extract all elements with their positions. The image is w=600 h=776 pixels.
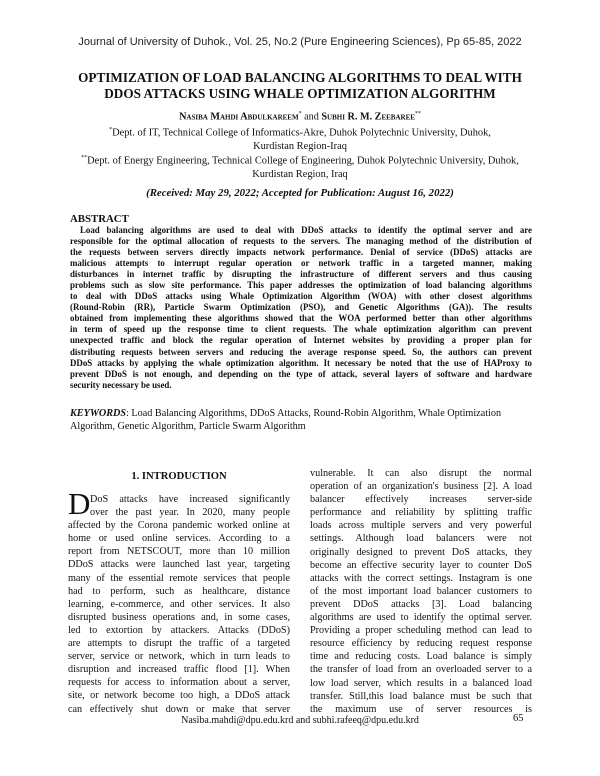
- author-line: [60, 111, 540, 122]
- page-number: 65: [513, 713, 524, 724]
- text-line: prevent DDoS attacks [3]. Load balancing: [310, 598, 532, 610]
- abstract-line: Load balancing algorithms are used to deal with DDoS attacks to identify the optimal server and are: [80, 225, 532, 235]
- text-line: many of the essential remote services that people: [68, 572, 290, 584]
- keywords-text: Algorithm, Genetic Algorithm, Particle Swarm Algorithm: [70, 421, 306, 432]
- text-line: performance and reliability by splitting traffic: [310, 507, 532, 519]
- text-line: settings. Although load balancers were not: [310, 533, 532, 545]
- author-conjunction: and: [301, 111, 322, 123]
- text-line: learning, e-commerce, and other services. It also: [68, 598, 290, 610]
- abstract-line: prevent DDoS is not enough, and depending on the type of attack, several layers of software and hardware: [70, 368, 532, 379]
- keywords: [70, 407, 532, 433]
- text-line: led to extortion by attackers. Attacks (DDoS): [68, 624, 290, 636]
- abstract-line: the requests between servers directly impacts network performance. Denial of service (DDoS) attacks are: [70, 247, 532, 258]
- affiliation-text: Kurdistan Region-Iraq: [253, 140, 347, 152]
- title-line: OPTIMIZATION OF LOAD BALANCING ALGORITHMS TO DEAL WITH: [78, 70, 522, 85]
- section-heading: 1. INTRODUCTION: [131, 471, 227, 482]
- abstract-line: (Round-Robin (RR), Particle Swarm Optimization (PSO), and Genetic Algorithms (GA)). The results: [70, 302, 532, 313]
- abstract-line: security necessary be used.: [70, 379, 172, 390]
- received-dates: (Received: May 29, 2022; Accepted for Publication: August 16, 2022): [146, 187, 454, 199]
- author-mark: *: [298, 111, 302, 117]
- affiliation-2: [60, 152, 540, 181]
- intro-left-column: [68, 493, 290, 716]
- text-line: disruption and increased traffic flood [1]. When: [68, 664, 290, 676]
- text-line: low load server, which results in a balanced load: [310, 677, 532, 689]
- abstract-line: disturbances in internet traffic by disrupting the infrastructure of different servers and thus causing: [70, 269, 532, 280]
- keywords-label: KEYWORDS: [70, 408, 127, 419]
- text-line: home or used online services. According to a: [68, 533, 290, 545]
- author-name: Nasiba Mahdi Abdulkareem: [179, 111, 299, 123]
- footer-emails: Nasiba.mahdi@dpu.edu.krd and subhi.rafeeq@dpu.edu.krd: [181, 715, 419, 726]
- text-line: the transfer of load from an overloaded server to a: [310, 664, 532, 676]
- abstract-heading: ABSTRACT: [70, 213, 129, 225]
- affiliation-mark: *: [109, 127, 113, 133]
- affiliation-text: Dept. of IT, Technical College of Informatics-Akre, Duhok Polytechnic University, Duhok,: [112, 127, 491, 139]
- text-line: become an effective security layer to counter DoS: [310, 559, 532, 571]
- text-line: attacks with the correct settings. Instagram is one: [310, 572, 532, 584]
- intro-right-column: [310, 467, 532, 716]
- affiliation-text: Kurdistan Region, Iraq: [252, 168, 348, 180]
- text-line: Providing a proper scheduling method can lead to: [310, 625, 532, 637]
- text-line: transfer. Still,this load balance must be such that: [310, 690, 532, 702]
- running-header: Journal of University of Duhok., Vol. 25, No.2 (Pure Engineering Sciences), Pp 65-85, 2022: [78, 36, 522, 48]
- abstract-line: problems such as slow site performance. This paper addresses the optimization of load balancing algorithms: [70, 280, 532, 291]
- text-line: requests for access to information about a server,: [68, 677, 290, 689]
- text-line: are attempts to disrupt the traffic of a targeted: [68, 638, 290, 650]
- text-line: the maximum use of server resources is: [310, 703, 532, 715]
- text-line: site, or network become too high, a DDoS attack: [68, 690, 290, 702]
- text-line: disrupted business operations and, in some cases,: [68, 611, 290, 623]
- abstract-line: malicious attempts to interrupt regular operation or network traffic in a targeted manner, making: [70, 258, 532, 269]
- text-line: had to perform, such as healthcare, distance: [68, 585, 290, 597]
- author-name: Subhi R. M. Zeebaree: [321, 111, 415, 123]
- text-line: over the past year. In 2020, many people: [90, 507, 290, 519]
- text-line: time and reducing costs. Load balance is simply: [310, 651, 532, 663]
- abstract-line: obtained from implementing these algorithms showed that the WOA performed better than other algorithms: [70, 313, 532, 324]
- abstract-line: to deal with DDoS attacks using Whale Optimization Algorithm (WOA) with other closest algorithms: [70, 291, 532, 302]
- affiliation-text: Dept. of Energy Engineering, Technical College of Engineering, Duhok Polytechnic University, Duhok,: [87, 155, 519, 167]
- abstract-line: in term of speed up the response time to client requests. The whale optimization algorithm can prevent: [70, 324, 532, 335]
- abstract-line: distributing requests between servers and reducing the average response speed. So, the authors can prevent: [70, 346, 532, 357]
- text-line: originally designed to prevent DoS attacks, they: [310, 546, 532, 558]
- text-line: DDoS attacks were launched last year, targeting: [68, 559, 290, 571]
- text-line: affected by the Corona pandemic worked online at: [68, 520, 290, 532]
- paper-title: [60, 70, 540, 102]
- text-line: of the most important load balancer customers to: [310, 585, 532, 597]
- text-line: loads across multiple servers and very powerful: [310, 520, 532, 532]
- abstract-body: [70, 225, 532, 391]
- text-line: resource efficiency by reducing request response: [310, 638, 532, 650]
- text-line: can effectively shut down or make that server: [68, 703, 290, 715]
- author-mark: **: [414, 111, 421, 117]
- abstract-line: unexpected traffic and block the regular operation of Internet websites by providing a proper plan for: [70, 335, 532, 346]
- text-line: balancer effectively increases server-side: [310, 494, 532, 506]
- affiliation-1: [60, 124, 540, 153]
- abstract-line: responsible for the optimal allocation of requests to the servers. The managing method of the distribution of: [70, 236, 532, 247]
- text-line: server, service or network, which in turn leads to: [68, 651, 290, 663]
- title-line: DDOS ATTACKS USING WHALE OPTIMIZATION ALGORITHM: [104, 86, 496, 101]
- keywords-text: : Load Balancing Algorithms, DDoS Attacks, Round-Robin Algorithm, Whale Optimization: [126, 408, 502, 419]
- text-line: DoS attacks have increased significantly: [90, 494, 290, 505]
- text-line: algorithms are used to identify the optimal server.: [310, 612, 532, 624]
- abstract-line: DDoS attacks by applying the whale optimization algorithm. It necessary be noted that the use of HAProxy to: [70, 357, 532, 368]
- affiliation-mark: **: [81, 155, 88, 161]
- text-line: operation of an organization's business [2]. A load: [310, 481, 532, 493]
- text-line: vulnerable. It can also disrupt the normal: [310, 468, 532, 479]
- drop-cap: D: [68, 486, 91, 521]
- text-line: report from NETSCOUT, more than 10 million: [68, 546, 290, 558]
